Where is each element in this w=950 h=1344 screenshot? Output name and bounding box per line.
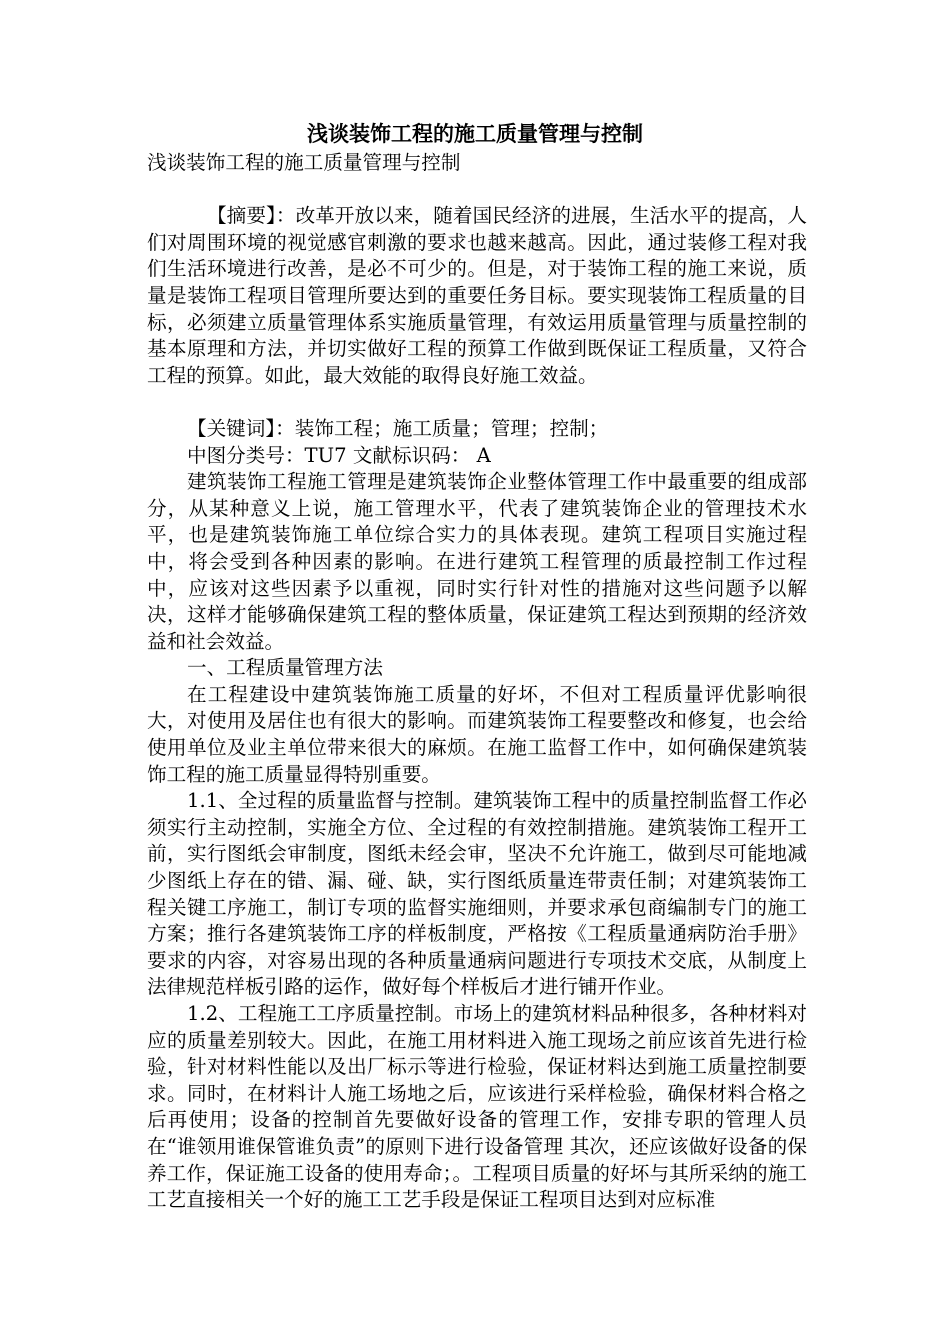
intro-paragraph: 建筑装饰工程施工管理是建筑装饰企业整体管理工作中最重要的组成部分，从某种意义上说，施工管理水平，代表了建筑装饰企业的管理技术水平，也是建筑装饰施工单位综合实力的具体表现。建筑工程项目实施过程中，将会受到各种因素的影响。在进行建筑工程管理的质最控制工作过程中，应该对这些因素予以重视，同时实行针对性的措施对这些问题予以解决，这样才能够确保建筑工程的整体质量，保证建筑工程达到预期的经济效益和社会效益。 (147, 470, 807, 653)
blank-line (147, 177, 807, 204)
blank-line (147, 389, 807, 416)
section-paragraph: 在工程建设中建筑装饰施工质量的好坏，不但对工程质量评优影响很大，对使用及居住也有很大的影响。而建筑装饰工程要整改和修复，也会给使用单位及业主单位带来很大的麻烦。在施工监督工作中，如何确保建筑装饰工程的施工质量显得特别重要。 (147, 682, 807, 786)
subsection-paragraph-1-2: 1.2、工程施工工序质量控制。市场上的建筑材料品种很多，各种材料对应的质量差别较大。因此，在施工用材料进入施工现场之前应该首先进行检验，针对材料性能以及出厂标示等进行检验，保证材料达到施工质量控制要求。同时，在材料计人施工场地之后，应该进行采样检验，确保材料合格之后再使用；设备的控制首先要做好设备的管理工作，安排专职的管理人员在“谁领用谁保管谁负责”的原则下进行设备管理 其次，还应该做好设备的保养工作，保证施工设备的使用寿命；。工程项目质量的好坏与其所采纳的施工工艺直接相关一个好的施工工艺手段是保证工程项目达到对应标准 (147, 1002, 807, 1212)
section-heading: 一、工程质量管理方法 (187, 656, 383, 680)
document-body (147, 150, 807, 1214)
keywords-line: 【关键词】：装饰工程；施工质量；管理；控制； (187, 416, 609, 440)
classification-line: 中图分类号：TU7 文献标识码： A (187, 443, 491, 467)
abstract-paragraph: 【摘要】：改革开放以来，随着国民经济的进展，生活水平的提高，人们对周围环境的视觉感官刺激的要求也越来越高。因此，通过装修工程对我们生活环境进行改善，是必不可少的。但是，对于装饰工程的施工来说，质量是装饰工程项目管理所要达到的重要任务目标。要实现装饰工程质量的目标，必须建立质量管理体系实施质量管理，有效运用质量管理与质量控制的基本原理和方法，并切实做好工程的预算工作做到既保证工程质量，又符合工程的预算。如此，最大效能的取得良好施工效益。 (147, 204, 807, 387)
document-subtitle: 浅谈装饰工程的施工质量管理与控制 (147, 151, 461, 174)
document-title: 浅谈装饰工程的施工质量管理与控制 (307, 121, 643, 146)
subsection-paragraph-1-1: 1.1、全过程的质量监督与控制。建筑装饰工程中的质量控制监督工作必须实行主动控制，实施全方位、全过程的有效控制措施。建筑装饰工程开工前，实行图纸会审制度，图纸未经会审，坚决不允许施工，做到尽可能地减少图纸上存在的错、漏、碰、缺，实行图纸质量连带责任制；对建筑装饰工程关键工序施工，制订专项的监督实施细则，并要求承包商编制专门的施工方案；推行各建筑装饰工序的样板制度，严格按《工程质量通病防治手册》要求的内容，对容易出现的各种质量通病问题进行专项技术交底，从制度上法律规范样板引路的运作，做好每个样板后才进行铺开作业。 (147, 789, 807, 999)
